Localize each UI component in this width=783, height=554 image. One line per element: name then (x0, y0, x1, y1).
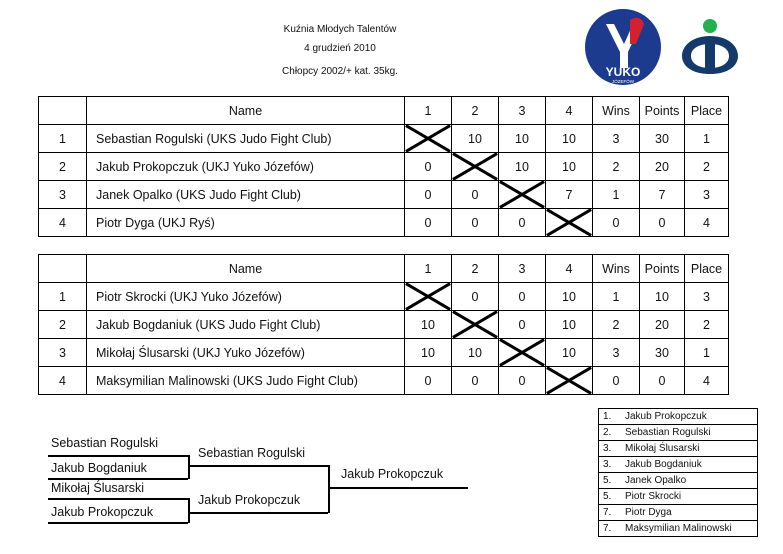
self-match-cross-cell (405, 125, 452, 153)
ranking-name: Piotr Skrocki (625, 491, 682, 502)
ranking-place: 5. (603, 475, 612, 486)
ranking-place: 1. (603, 411, 612, 422)
bracket-line (188, 498, 190, 523)
bracket-line (330, 487, 468, 489)
header-row (39, 255, 729, 283)
wins-cell: 2 (593, 153, 640, 181)
self-match-cross-cell (405, 283, 452, 311)
self-match-cross-cell (499, 339, 546, 367)
info-i-logo (678, 18, 742, 82)
points-cell: 30 (640, 339, 685, 367)
header-cell: 2 (452, 97, 499, 125)
header-cell: 2 (452, 255, 499, 283)
bracket-winner: Jakub Prokopczuk (341, 467, 444, 481)
wins-cell: 2 (593, 311, 640, 339)
bracket-final-bottom: Jakub Prokopczuk (198, 493, 301, 507)
wins-cell: 1 (593, 181, 640, 209)
header-cell: Place (685, 97, 729, 125)
competitor-name-cell: Janek Opalko (UKS Judo Fight Club) (87, 181, 405, 209)
wins-cell: 0 (593, 209, 640, 237)
score-cell: 0 (405, 209, 452, 237)
ranking-place: 7. (603, 523, 612, 534)
ranking-cell (599, 473, 758, 489)
group-a-table (38, 96, 729, 237)
header-row (39, 97, 729, 125)
score-cell: 10 (499, 153, 546, 181)
tournament-date: 4 grudzień 2010 (304, 43, 376, 54)
points-cell: 7 (640, 181, 685, 209)
row-number-cell: 3 (39, 181, 87, 209)
header-cell: Place (685, 255, 729, 283)
bracket-line (48, 498, 188, 500)
tournament-title: Kuźnia Młodych Talentów (283, 24, 397, 35)
score-cell: 10 (499, 125, 546, 153)
header-cell: 1 (405, 97, 452, 125)
points-cell: 30 (640, 125, 685, 153)
row-number-cell: 3 (39, 339, 87, 367)
yuko-logo (584, 8, 662, 86)
table-row (39, 367, 729, 395)
header-cell: Wins (593, 97, 640, 125)
bracket-line (48, 478, 188, 480)
ranking-name: Jakub Bogdaniuk (625, 459, 702, 470)
group-b-table (38, 254, 729, 395)
header-cell: 4 (546, 97, 593, 125)
bracket-final-top: Sebastian Rogulski (198, 446, 306, 460)
ranking-cell (599, 425, 758, 441)
score-cell: 10 (405, 339, 452, 367)
ranking-cell (599, 409, 758, 425)
competitor-name-cell: Piotr Skrocki (UKJ Yuko Józefów) (87, 283, 405, 311)
ranking-row (599, 409, 758, 425)
ranking-place: 2. (603, 427, 612, 438)
ranking-row (599, 521, 758, 537)
ranking-place: 5. (603, 491, 612, 502)
points-cell: 10 (640, 283, 685, 311)
bracket-line (190, 512, 328, 514)
ranking-name: Mikołaj Ślusarski (625, 443, 700, 454)
ranking-row (599, 505, 758, 521)
competitor-name-cell: Maksymilian Malinowski (UKS Judo Fight Club) (87, 367, 405, 395)
competitor-name-cell: Jakub Prokopczuk (UKJ Yuko Józefów) (87, 153, 405, 181)
row-number-cell: 2 (39, 153, 87, 181)
table-row (39, 283, 729, 311)
points-cell: 0 (640, 209, 685, 237)
score-cell: 10 (546, 125, 593, 153)
bracket-line (48, 455, 188, 457)
competitor-name-cell: Jakub Bogdaniuk (UKS Judo Fight Club) (87, 311, 405, 339)
header-cell: 3 (499, 97, 546, 125)
ranking-row (599, 425, 758, 441)
place-cell: 2 (685, 153, 729, 181)
row-number-cell: 4 (39, 367, 87, 395)
self-match-cross-cell (452, 153, 499, 181)
header-cell: 4 (546, 255, 593, 283)
category-label: Chłopcy 2002/+ kat. 35kg. (282, 66, 398, 77)
points-cell: 0 (640, 367, 685, 395)
svg-text:YUKO: YUKO (605, 65, 641, 79)
place-cell: 4 (685, 209, 729, 237)
score-cell: 10 (452, 125, 499, 153)
score-cell: 0 (499, 283, 546, 311)
self-match-cross-cell (546, 209, 593, 237)
ranking-cell (599, 489, 758, 505)
ranking-row (599, 441, 758, 457)
bracket-semi1-bottom: Jakub Bogdaniuk (51, 461, 147, 475)
score-cell: 0 (405, 181, 452, 209)
ranking-place: 3. (603, 459, 612, 470)
score-cell: 10 (546, 311, 593, 339)
header-cell: Points (640, 97, 685, 125)
ranking-cell (599, 441, 758, 457)
competitor-name-cell: Mikołaj Ślusarski (UKJ Yuko Józefów) (87, 339, 405, 367)
bracket-semi1-top: Sebastian Rogulski (51, 436, 159, 450)
place-cell: 1 (685, 125, 729, 153)
ranking-name: Janek Opalko (625, 475, 687, 486)
bracket-line (188, 455, 190, 479)
table-row (39, 311, 729, 339)
bracket-line (328, 465, 330, 513)
score-cell: 10 (405, 311, 452, 339)
ranking-row (599, 473, 758, 489)
header-cell-blank (39, 97, 87, 125)
score-cell: 0 (499, 209, 546, 237)
ranking-row (599, 457, 758, 473)
score-cell: 0 (499, 367, 546, 395)
score-cell: 0 (405, 367, 452, 395)
score-cell: 0 (452, 181, 499, 209)
ranking-name: Maksymilian Malinowski (625, 523, 732, 534)
row-number-cell: 2 (39, 311, 87, 339)
self-match-cross-cell (499, 181, 546, 209)
table-row (39, 181, 729, 209)
place-cell: 2 (685, 311, 729, 339)
place-cell: 3 (685, 181, 729, 209)
ranking-cell (599, 457, 758, 473)
bracket-line (48, 522, 188, 524)
ranking-row (599, 489, 758, 505)
ranking-place: 7. (603, 507, 612, 518)
points-cell: 20 (640, 153, 685, 181)
row-number-cell: 1 (39, 283, 87, 311)
competitor-name-cell: Piotr Dyga (UKJ Ryś) (87, 209, 405, 237)
score-cell: 0 (405, 153, 452, 181)
place-cell: 1 (685, 339, 729, 367)
place-cell: 3 (685, 283, 729, 311)
score-cell: 0 (499, 311, 546, 339)
ranking-name: Piotr Dyga (625, 507, 672, 518)
ranking-name: Jakub Prokopczuk (625, 411, 707, 422)
score-cell: 10 (452, 339, 499, 367)
ranking-name: Sebastian Rogulski (625, 427, 711, 438)
row-number-cell: 4 (39, 209, 87, 237)
ranking-cell (599, 505, 758, 521)
header-cell: Name (87, 255, 405, 283)
bracket-semi2-bottom: Jakub Prokopczuk (51, 505, 154, 519)
wins-cell: 3 (593, 125, 640, 153)
header-cell: Points (640, 255, 685, 283)
competitor-name-cell: Sebastian Rogulski (UKS Judo Fight Club) (87, 125, 405, 153)
points-cell: 20 (640, 311, 685, 339)
final-ranking-table (598, 408, 758, 537)
header-cell: 1 (405, 255, 452, 283)
score-cell: 10 (546, 153, 593, 181)
score-cell: 10 (546, 283, 593, 311)
wins-cell: 0 (593, 367, 640, 395)
header-cell: 3 (499, 255, 546, 283)
ranking-cell (599, 521, 758, 537)
bracket-line (190, 465, 328, 467)
score-cell: 7 (546, 181, 593, 209)
header-cell: Wins (593, 255, 640, 283)
table-row (39, 125, 729, 153)
wins-cell: 1 (593, 283, 640, 311)
self-match-cross-cell (546, 367, 593, 395)
table-row (39, 209, 729, 237)
wins-cell: 3 (593, 339, 640, 367)
table-row (39, 339, 729, 367)
row-number-cell: 1 (39, 125, 87, 153)
score-cell: 0 (452, 367, 499, 395)
ranking-place: 3. (603, 443, 612, 454)
svg-text:JÓZEFÓW: JÓZEFÓW (612, 79, 634, 84)
header-cell: Name (87, 97, 405, 125)
score-cell: 0 (452, 209, 499, 237)
score-cell: 0 (452, 283, 499, 311)
header-cell-blank (39, 255, 87, 283)
bracket-semi2-top: Mikołaj Ślusarski (51, 481, 145, 495)
table-row (39, 153, 729, 181)
score-cell: 10 (546, 339, 593, 367)
self-match-cross-cell (452, 311, 499, 339)
place-cell: 4 (685, 367, 729, 395)
